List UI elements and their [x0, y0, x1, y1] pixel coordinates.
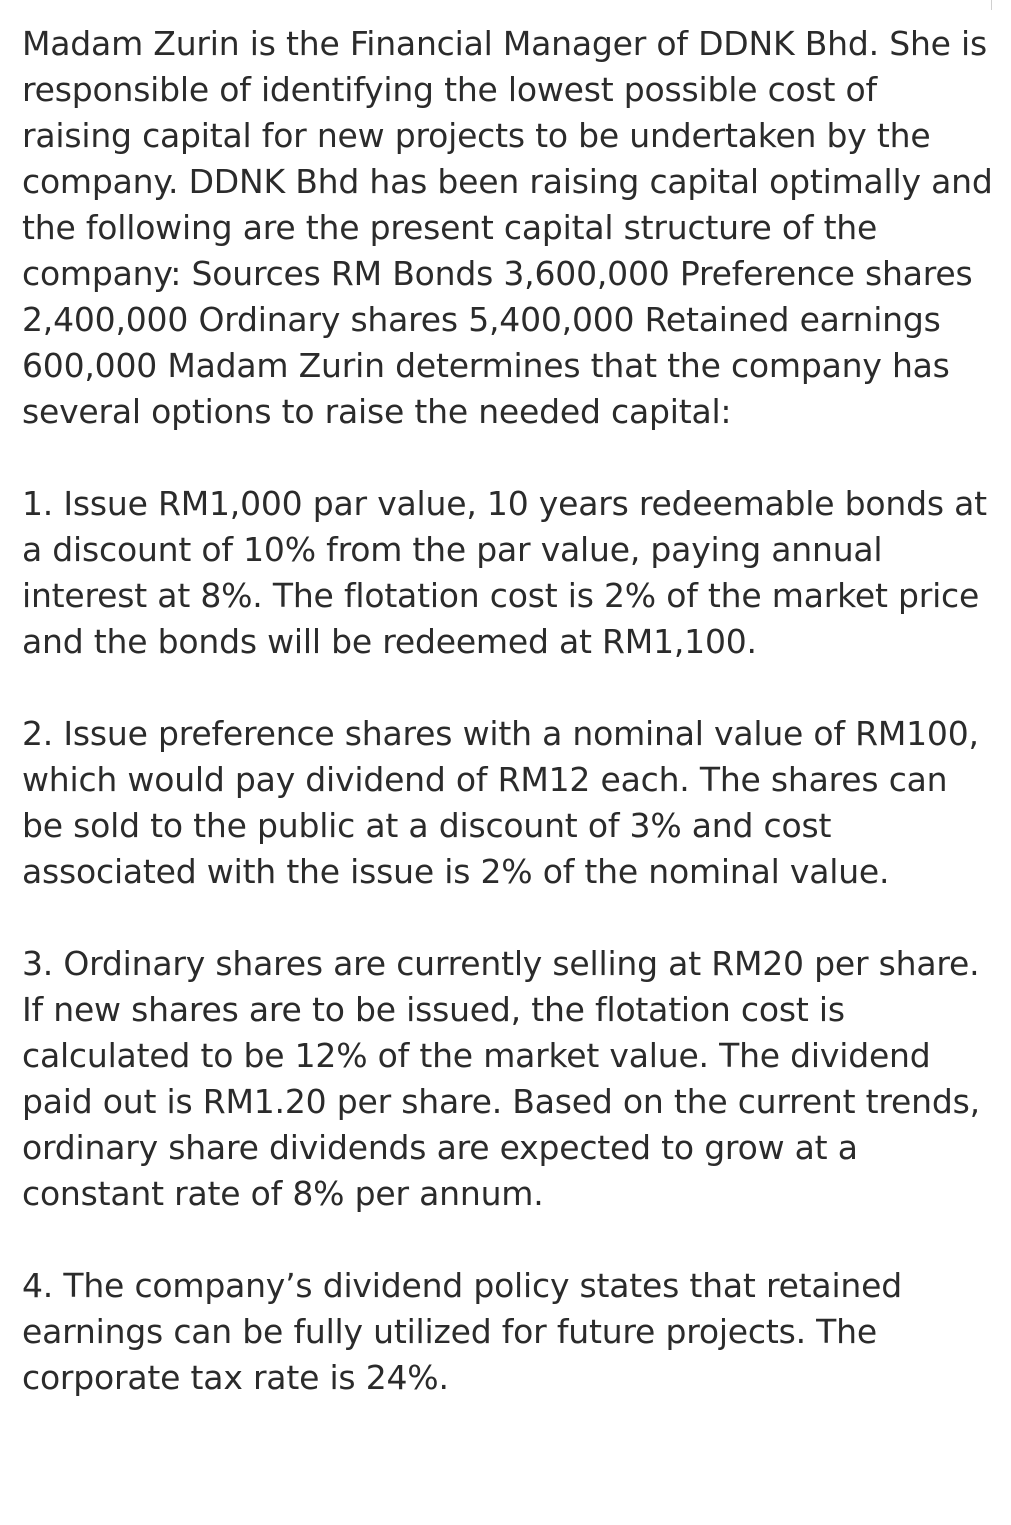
intro-paragraph: Madam Zurin is the Financial Manager of DDNK Bhd. She is responsible of identifying the lowest possible cost of raising capital for new projects to be undertaken by the company. DDNK Bhd has been raising capital optimally and the following are the present capital structure of the company: Sources RM Bonds 3,600,000 Preference shares 2,400,000 Ordinary shares 5,400,000 Retained earnings 600,000 Madam Zurin determines that the company has several options to raise the needed capital:	[22, 24, 993, 431]
option-3-paragraph: 3. Ordinary shares are currently selling at RM20 per share. If new shares are to be issued, the flotation cost is calculated to be 12% of the market value. The dividend paid out is RM1.20 per share. Based on the current trends, ordinary share dividends are expected to grow at a constant rate of 8% per annum.	[22, 944, 980, 1213]
scrollbar-indicator[interactable]	[991, 0, 992, 10]
paragraph-gap	[22, 665, 997, 711]
paragraph-gap	[22, 1217, 997, 1263]
option-4-paragraph: 4. The company’s dividend policy states that retained earnings can be fully utilized for future projects. The corporate tax rate is 24%.	[22, 1266, 902, 1397]
paragraph-gap	[22, 435, 997, 481]
paragraph-gap	[22, 895, 997, 941]
question-body	[22, 21, 997, 1401]
option-1-paragraph: 1. Issue RM1,000 par value, 10 years redeemable bonds at a discount of 10% from the par value, paying annual interest at 8%. The flotation cost is 2% of the market price and the bonds will be redeemed at RM1,100.	[22, 484, 987, 661]
option-2-paragraph: 2. Issue preference shares with a nominal value of RM100, which would pay dividend of RM12 each. The shares can be sold to the public at a discount of 3% and cost associated with the issue is 2% of the nominal value.	[22, 714, 979, 891]
